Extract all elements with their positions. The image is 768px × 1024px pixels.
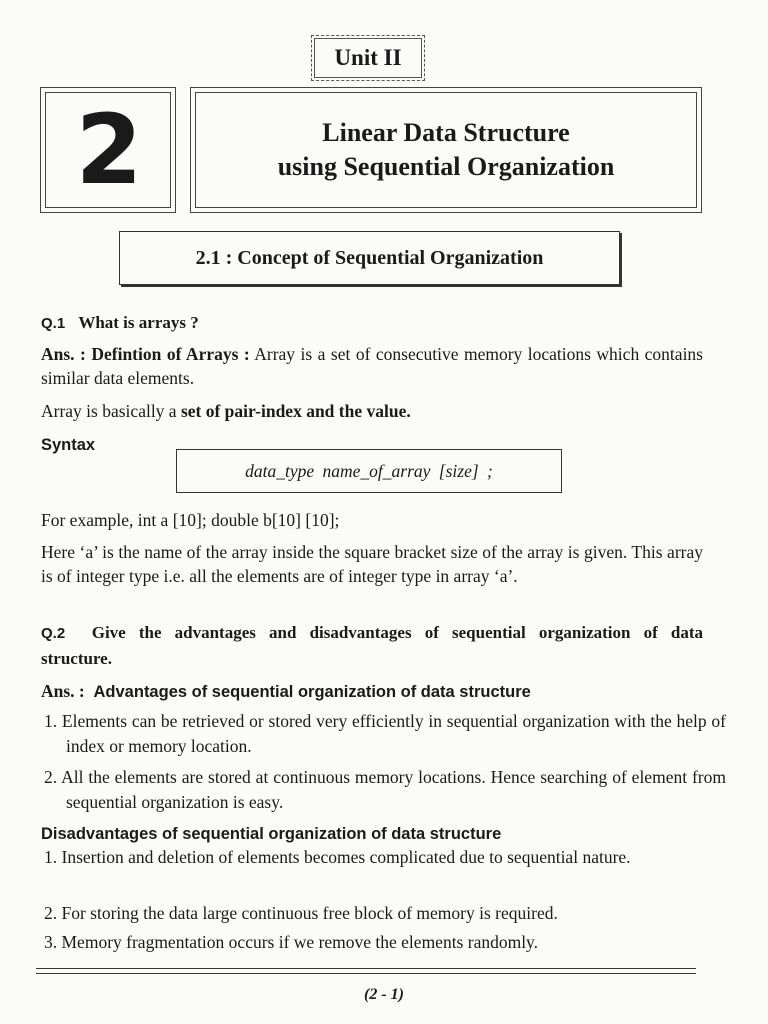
q1-explanation: Here ‘a’ is the name of the array inside the square bracket size of the array is given. This array is of integer type i.e. all the elements are of integer type in array ‘a’. xyxy=(41,542,703,586)
chapter-number-box xyxy=(40,87,176,213)
q1-pair-bold: set of pair-index and the value. xyxy=(180,401,411,421)
footer-rule-bottom xyxy=(36,973,696,974)
unit-label: Unit II xyxy=(311,35,425,81)
q1-pair-prefix: Array is basically a xyxy=(41,401,177,421)
q2-answer-heading xyxy=(41,679,703,704)
q1-pair-line xyxy=(41,399,703,423)
q2-text: Give the advantages and disadvantages of sequential organization of data structure. xyxy=(41,623,704,668)
syntax-label: Syntax xyxy=(41,436,96,454)
q1-answer xyxy=(41,342,703,390)
disadvantage-item-3: 3. Memory fragmentation occurs if we remove the elements randomly. xyxy=(44,932,539,952)
disadvantages-heading: Disadvantages of sequential organization of data structure xyxy=(41,825,502,843)
q1-def-label: Defintion of Arrays : xyxy=(91,344,250,364)
chapter-title-line1: Linear Data Structure xyxy=(322,118,570,147)
q1-ans-label: Ans. : xyxy=(41,344,86,364)
advantage-item-1: 1. Elements can be retrieved or stored very efficiently in sequential organization with the help of index or memory location. xyxy=(44,711,726,756)
disadvantage-item-1: 1. Insertion and deletion of elements becomes complicated due to sequential nature. xyxy=(44,847,631,867)
q1-example: For example, int a [10]; double b[10] [10]; xyxy=(41,510,340,530)
q2-question xyxy=(41,620,703,671)
page-number: (2 - 1) xyxy=(364,986,404,1003)
section-heading: 2.1 : Concept of Sequential Organization xyxy=(119,231,620,285)
q1-question xyxy=(41,310,703,336)
q2-number: Q.2 xyxy=(41,625,66,642)
q2-ans-label: Ans. : xyxy=(41,681,85,701)
chapter-number: 2 xyxy=(75,94,141,206)
q1-number: Q.1 xyxy=(41,315,66,332)
disadvantage-item-2: 2. For storing the data large continuous free block of memory is required. xyxy=(44,903,558,923)
syntax-box xyxy=(176,449,562,493)
syntax-code: data_type name_of_array [size] ; xyxy=(245,460,493,481)
footer-rule-top xyxy=(36,968,696,969)
advantages-heading: Advantages of sequential organization of data structure xyxy=(93,683,531,701)
advantage-item-2: 2. All the elements are stored at continuous memory locations. Hence searching of element from sequential organization is easy. xyxy=(44,767,726,812)
q1-text: What is arrays ? xyxy=(78,313,199,332)
chapter-title-line2: using Sequential Organization xyxy=(277,152,615,181)
chapter-title-box xyxy=(190,87,702,213)
q1-def-text: Array is a set of consecutive memory locations which contains similar data elements. xyxy=(41,344,703,388)
